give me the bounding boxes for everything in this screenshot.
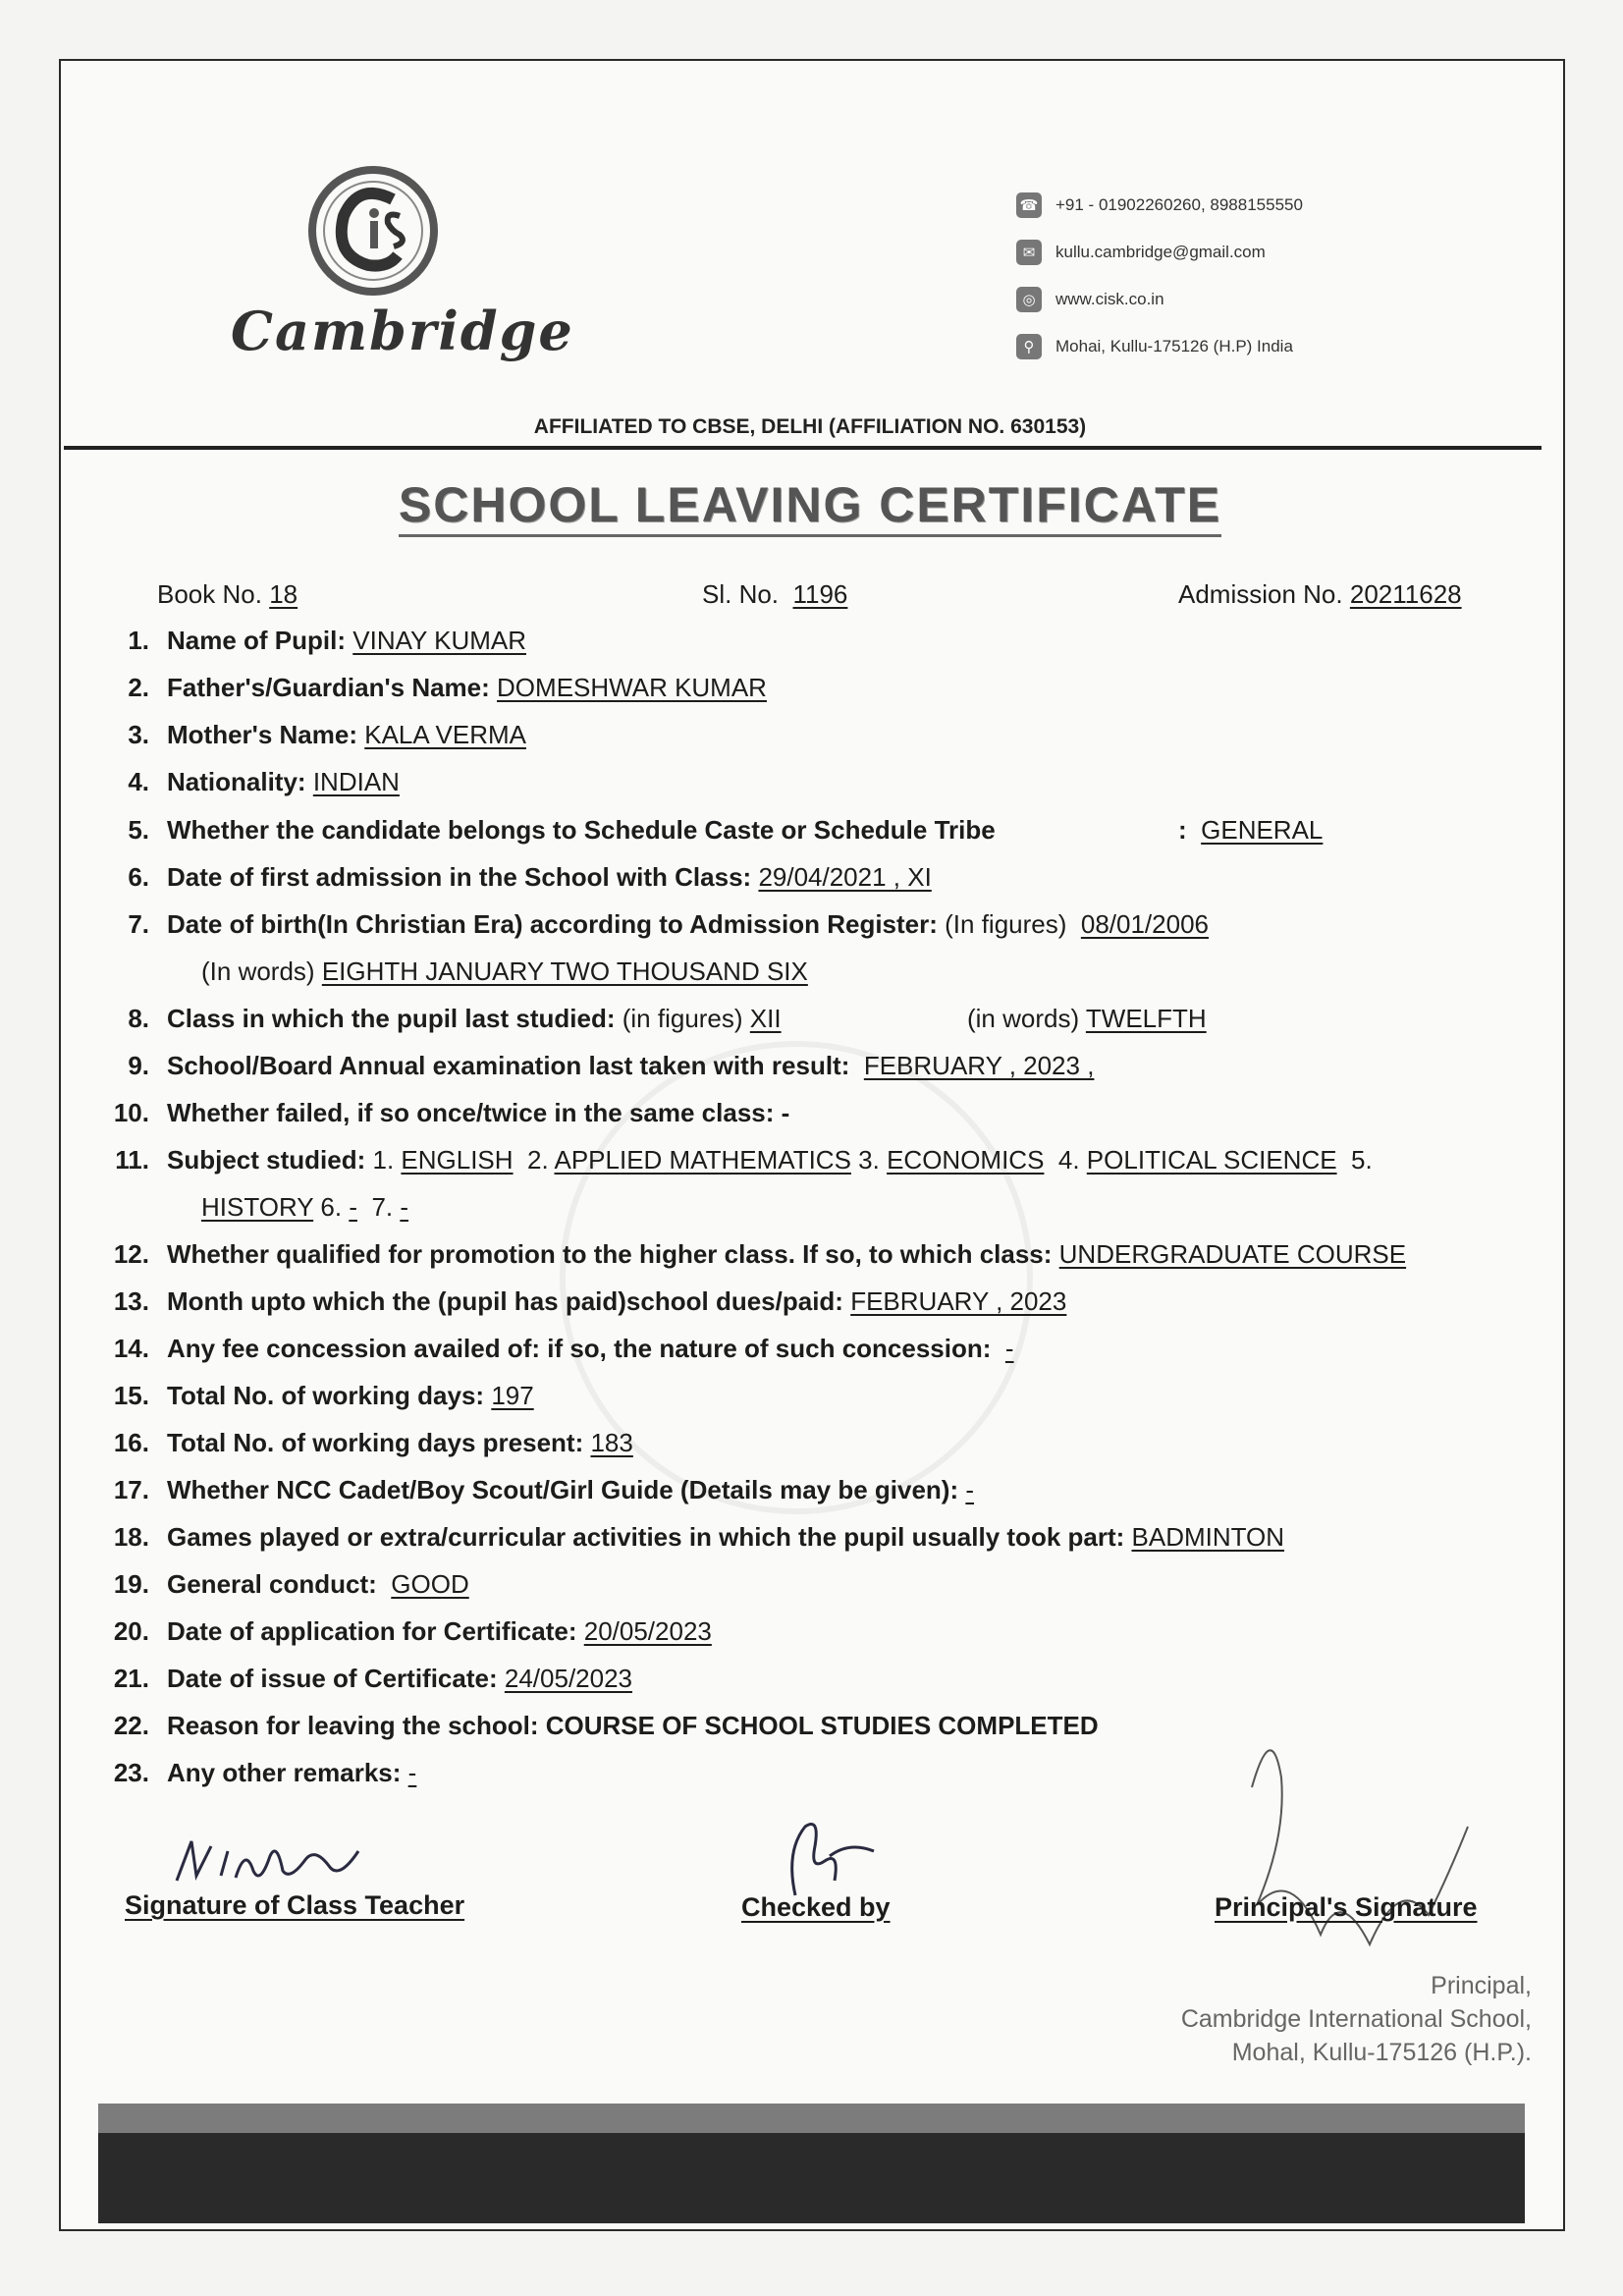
contact-block: [1016, 182, 1303, 370]
contact-phone: ☎ +91 - 01902260260, 8988155550: [1016, 182, 1303, 229]
item-father-name: 2. Father's/Guardian's Name: DOMESHWAR KUMAR: [128, 673, 767, 702]
phone-icon: ☎: [1016, 192, 1042, 218]
globe-icon: ◎: [1016, 287, 1042, 312]
footer-band-light: [98, 2104, 1525, 2137]
contact-website: ◎ www.cisk.co.in: [1016, 276, 1303, 323]
location-pin-icon: ⚲: [1016, 334, 1042, 359]
mail-icon: ✉: [1016, 240, 1042, 265]
header-divider: [64, 446, 1542, 450]
item-issue-date: 21. Date of issue of Certificate: 24/05/2023: [113, 1664, 633, 1693]
checked-by-signature: [766, 1812, 884, 1905]
item-working-days: 15. Total No. of working days: 197: [113, 1381, 534, 1410]
certificate-title: SCHOOL LEAVING CERTIFICATE: [59, 476, 1561, 533]
item-last-class: 8. Class in which the pupil last studied: (in figures) XII: [128, 1004, 782, 1033]
class-teacher-label: Signature of Class Teacher: [125, 1890, 465, 1920]
contact-email: ✉ kullu.cambridge@gmail.com: [1016, 229, 1303, 276]
item-caste-category-value: : GENERAL: [1178, 815, 1324, 845]
item-caste-category: 5. Whether the candidate belongs to Schedule Caste or Schedule Tribe: [128, 815, 996, 845]
item-fee-concession: 14. Any fee concession availed of: if so, the nature of such concession: -: [113, 1334, 1014, 1363]
book-number: Book No. 18: [157, 579, 298, 609]
item-conduct: 19. General conduct: GOOD: [113, 1569, 469, 1599]
contact-address: ⚲ Mohai, Kullu-175126 (H.P) India: [1016, 323, 1303, 370]
footer-band-dark: [98, 2133, 1525, 2223]
checked-by-label: Checked by: [741, 1892, 891, 1922]
admission-number: Admission No. 20211628: [1178, 579, 1462, 609]
item-last-class-words: (in words) TWELFTH: [967, 1004, 1207, 1033]
item-last-exam: 9. School/Board Annual examination last taken with result: FEBRUARY , 2023 ,: [128, 1051, 1095, 1080]
item-name-of-pupil: 1. Name of Pupil: VINAY KUMAR: [128, 626, 526, 655]
item-first-admission: 6. Date of first admission in the School with Class: 29/04/2021 , XI: [128, 862, 932, 892]
item-subjects-continued: HISTORY 6. - 7. -: [201, 1192, 409, 1222]
item-nationality: 4. Nationality: INDIAN: [128, 767, 400, 796]
item-promotion: 12. Whether qualified for promotion to the higher class. If so, to which class: UNDERGRADUATE COURSE: [113, 1239, 1407, 1269]
school-logo: [162, 93, 574, 368]
item-leaving-reason: 22. Reason for leaving the school: COURSE OF SCHOOL STUDIES COMPLETED: [113, 1711, 1099, 1740]
item-subjects: 11. Subject studied: 1. ENGLISH 2. APPLIED MATHEMATICS 3. ECONOMICS 4. POLITICAL SCIENCE 5.: [115, 1145, 1373, 1175]
item-application-date: 20. Date of application for Certificate: 20/05/2023: [113, 1616, 712, 1646]
item-date-of-birth: 7. Date of birth(In Christian Era) according to Admission Register: (In figures) 08/01/2006: [128, 909, 1209, 939]
item-dues-paid: 13. Month upto which the (pupil has paid)school dues/paid: FEBRUARY , 2023: [113, 1286, 1067, 1316]
item-ncc: 17. Whether NCC Cadet/Boy Scout/Girl Guide (Details may be given): -: [113, 1475, 975, 1504]
item-failed: 10. Whether failed, if so once/twice in the same class: -: [113, 1098, 790, 1127]
item-date-of-birth-words: (In words) EIGHTH JANUARY TWO THOUSAND SIX: [201, 957, 808, 986]
principal-signature-label: Principal's Signature: [1215, 1892, 1478, 1922]
serial-number: Sl. No. 1196: [702, 579, 848, 609]
logo-name: Cambridge: [231, 300, 574, 362]
item-days-present: 16. Total No. of working days present: 183: [113, 1428, 633, 1457]
affiliation-line: AFFILIATED TO CBSE, DELHI (AFFILIATION NO. 630153): [533, 415, 1087, 438]
principal-signature: [1232, 1709, 1488, 1984]
logo-emblem-icon: [299, 162, 447, 300]
item-remarks: 23. Any other remarks: -: [113, 1758, 417, 1787]
item-games: 18. Games played or extra/curricular activities in which the pupil usually took part: BADMINTON: [113, 1522, 1285, 1552]
item-mother-name: 3. Mother's Name: KALA VERMA: [128, 720, 526, 749]
principal-stamp: Principal, Cambridge International School, Mohal, Kullu-175126 (H.P.).: [1180, 1972, 1532, 2066]
